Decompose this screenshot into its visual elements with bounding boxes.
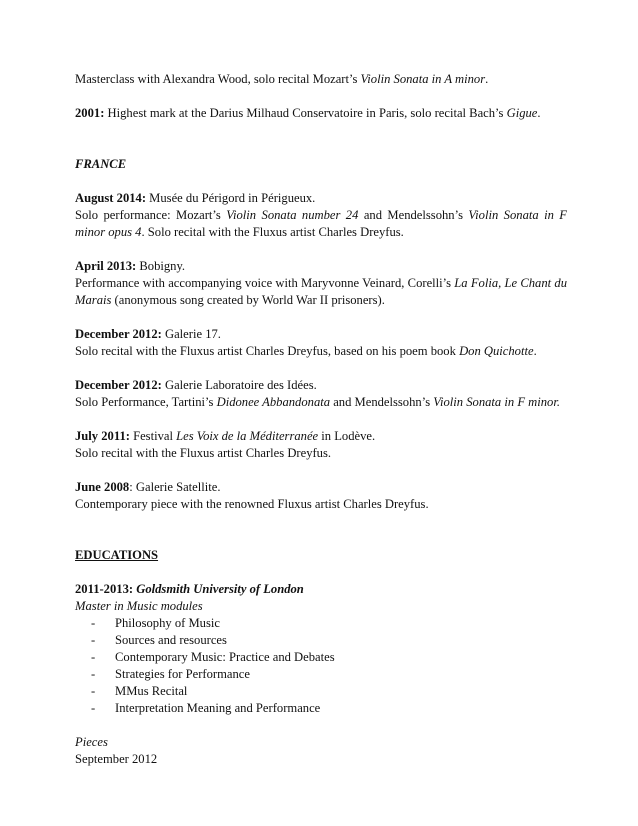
list-item: - Philosophy of Music xyxy=(91,615,567,632)
entry-desc-part: Solo Performance, Tartini’s xyxy=(75,395,217,409)
award-text: Highest mark at the Darius Milhaud Conservatoire in Paris, solo recital Bach’s xyxy=(104,106,507,120)
entry-description xyxy=(75,343,567,360)
award-work: Gigue xyxy=(506,106,538,120)
entry-festival: Les Voix de la Méditerranée xyxy=(176,429,319,443)
award-end: . xyxy=(537,106,541,120)
document-body xyxy=(75,71,567,768)
entry-header xyxy=(75,258,567,275)
education-header xyxy=(75,581,567,598)
entry-work: Don Quichotte xyxy=(459,344,534,358)
masterclass-end: . xyxy=(485,72,489,86)
entry-description: Solo recital with the Fluxus artist Charles Dreyfus. xyxy=(75,446,332,460)
entry-description xyxy=(75,207,567,241)
education-school: Goldsmith University of London xyxy=(133,582,304,596)
entry-desc-part: . xyxy=(533,344,537,358)
masterclass-text: Masterclass with Alexandra Wood, solo recital Mozart’s xyxy=(75,72,361,86)
entry-header xyxy=(75,326,567,343)
list-item: - MMus Recital xyxy=(91,683,567,700)
entry-header xyxy=(75,479,567,496)
entry-venue: Galerie Laboratoire des Idées. xyxy=(161,378,317,392)
list-item: - Sources and resources xyxy=(91,632,567,649)
entry-desc-part: and Mendelssohn’s xyxy=(358,208,469,222)
entry-desc-part: . Solo recital with the Fluxus artist Charles Dreyfus. xyxy=(141,225,404,239)
masterclass-work: Violin Sonata in A minor xyxy=(360,72,486,86)
education-years: 2011-2013: xyxy=(75,582,134,596)
entry-work: Violin Sonata in F minor. xyxy=(433,395,561,409)
masterclass-line xyxy=(75,71,567,88)
entry-desc-part: and Mendelssohn’s xyxy=(330,395,434,409)
entry-work: Violin Sonata in F minor opus 4 xyxy=(75,208,567,239)
entry-desc-part: Solo performance: Mozart’s xyxy=(75,208,227,222)
pieces-date: September 2012 xyxy=(75,752,158,766)
entry-description xyxy=(75,275,567,309)
educations-heading-text: EDUCATIONS xyxy=(75,548,159,562)
entry-description: Contemporary piece with the renowned Fluxus artist Charles Dreyfus. xyxy=(75,497,429,511)
list-item: - Strategies for Performance xyxy=(91,666,567,683)
entry-header xyxy=(75,428,567,445)
entry-desc-part: Solo recital with the Fluxus artist Charles Dreyfus, based on his poem book xyxy=(75,344,460,358)
entry-work: Violin Sonata number 24 xyxy=(226,208,359,222)
entry-description xyxy=(75,394,567,411)
france-heading-text: FRANCE xyxy=(75,157,127,171)
entry-venue: Bobigny. xyxy=(136,259,186,273)
award-line xyxy=(75,105,567,122)
entry-work: Didonee Abbandonata xyxy=(216,395,331,409)
entry-date: July 2011: xyxy=(75,429,130,443)
entry-date: April 2013: xyxy=(75,259,137,273)
entry-desc-part: Performance with accompanying voice with Maryvonne Veinard, Corelli’s xyxy=(75,276,455,290)
entry-venue: Musée du Périgord in Périgueux. xyxy=(146,191,316,205)
entry-venue-location: in Lodève. xyxy=(318,429,376,443)
entry-venue: Festival xyxy=(129,429,177,443)
pieces-label xyxy=(75,734,567,751)
pieces-label-text: Pieces xyxy=(75,735,108,749)
entry-date: August 2014: xyxy=(75,191,147,205)
entry-date: June 2008 xyxy=(75,480,130,494)
entry-venue: Galerie 17. xyxy=(161,327,221,341)
entry-header xyxy=(75,190,567,207)
list-item: - Interpretation Meaning and Performance xyxy=(91,700,567,717)
award-year: 2001: xyxy=(75,106,105,120)
entry-header xyxy=(75,377,567,394)
entry-desc-part: (anonymous song created by World War II prisoners). xyxy=(111,293,385,307)
educations-heading xyxy=(75,547,567,564)
education-program xyxy=(75,598,567,615)
education-program-text: Master in Music modules xyxy=(75,599,203,613)
entry-date: December 2012: xyxy=(75,327,162,341)
entry-venue: : Galerie Satellite. xyxy=(129,480,221,494)
list-item: - Contemporary Music: Practice and Debates xyxy=(91,649,567,666)
module-list xyxy=(75,615,567,717)
entry-work: La Folia, Le Chant du Marais xyxy=(75,276,567,307)
france-heading xyxy=(75,156,567,173)
entry-date: December 2012: xyxy=(75,378,162,392)
